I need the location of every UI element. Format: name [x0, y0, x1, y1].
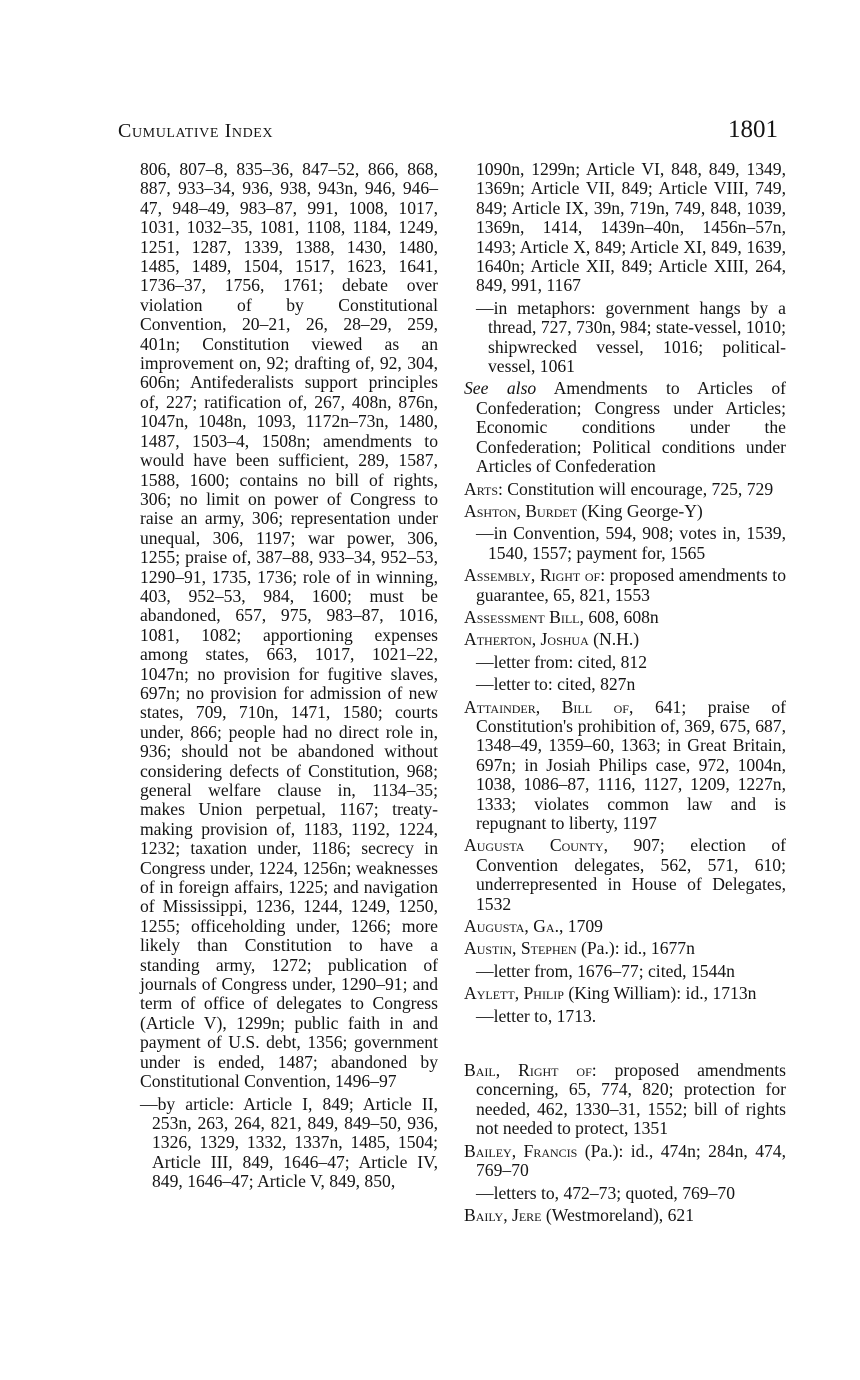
- index-entry-heading: Arts: [464, 478, 498, 499]
- index-entry-heading: Bail, Right of: [464, 1060, 592, 1081]
- index-entry-text: , 641; praise of Constitution's prohibition of, 369, 675, 687, 1348–49, 1359–60, 1363; in Great Britain, 697n; in Josiah Philips case, 972, 1004n, 1038, 1086–87, 1116, 1127, 1209, 1227n, 1333; violates common law and is repugnant to liberty, 1197: [476, 696, 786, 833]
- index-entry-text: : proposed amendments to guarantee, 65, 821, 1553: [476, 565, 786, 605]
- index-entry-text: (King George-Y): [577, 500, 703, 521]
- index-entry-heading: Atherton, Joshua: [464, 629, 589, 650]
- index-subentry: —in Convention, 594, 908; votes in, 1539, 1540, 1557; payment for, 1565: [476, 523, 786, 563]
- index-entry-text: : proposed amendments concerning, 65, 774, 820; protection for needed, 462, 1330–31, 1552; bill of rights not needed to protect, 1351: [476, 1060, 787, 1139]
- page-number: 1801: [728, 116, 778, 143]
- index-entry-text: (Pa.): id., 1677n: [576, 938, 695, 959]
- index-entry: [464, 984, 786, 1003]
- index-entry: [464, 1061, 786, 1139]
- index-entry: [464, 566, 786, 605]
- see-also-text: Amendments to Articles of Confederation; Congress under Articles; Economic conditions under the Confederation; Political conditions under Articles of Confederation: [476, 378, 786, 477]
- index-subentry-metaphors: —in metaphors: government hangs by a thread, 727, 730n, 984; state-vessel, 1010; shipwrecked vessel, 1016; political-vessel, 1061: [476, 297, 786, 377]
- index-entry-heading: Assembly, Right of: [464, 565, 601, 586]
- index-subentry: —letter from: cited, 812: [476, 651, 647, 672]
- index-entry: [464, 698, 786, 834]
- index-entry-heading: Augusta, Ga.: [464, 916, 559, 937]
- index-entry: [464, 608, 786, 627]
- index-subentry: —letter to, 1713.: [476, 1005, 597, 1026]
- see-also-label: See also: [464, 378, 537, 399]
- index-entry-text: , 1709: [558, 916, 603, 937]
- index-subentry-article-continuation: 1090n, 1299n; Article VI, 848, 849, 1349, 1369n; Article VII, 849; Article VIII, 749, 849; Article IX, 39n, 719n, 749, 848, 1039, 1369n, 1414, 1439n–40n, 1456n–57n, 1493; Article X, 849; Article XI, 849, 1639, 1640n; Article XII, 849; Article XIII, 264, 849, 991, 1167: [476, 159, 786, 296]
- index-subentry: —letter from, 1676–77; cited, 1544n: [476, 960, 735, 981]
- index-subentry: —letters to, 472–73; quoted, 769–70: [476, 1182, 735, 1203]
- index-entry-heading: Bailey, Francis: [464, 1140, 578, 1161]
- index-subentry-by-article: —by article: Article I, 849; Article II, 253n, 263, 264, 821, 849, 849–50, 936, 1326, 1329, 1332, 1337n, 1485, 1504; Article III, 849, 1646–47; Article IV, 849, 1646–47; Article V, 849, 850,: [140, 1093, 438, 1192]
- index-entry: [464, 1142, 786, 1181]
- index-column-right: [464, 160, 786, 1228]
- index-entry: [464, 939, 786, 958]
- index-entry-heading: Baily, Jere: [464, 1204, 542, 1225]
- index-entry: [464, 630, 786, 649]
- index-subentry: —letter to: cited, 827n: [476, 674, 636, 695]
- index-entry: [464, 836, 786, 914]
- index-entry-heading: Ashton, Burdet: [464, 500, 578, 521]
- index-entries-b: [464, 1061, 786, 1225]
- index-entry-heading: Austin, Stephen: [464, 938, 577, 959]
- index-entry-text: , 907; election of Convention delegates, 562, 571, 610; underrepresented in House of Delegates, 1532: [476, 835, 786, 914]
- index-entry-text: , 608, 608n: [579, 606, 659, 627]
- index-entry-heading: Aylett, Philip: [464, 983, 564, 1004]
- running-header-title: Cumulative Index: [118, 120, 274, 142]
- index-entry-heading: Assessment Bill: [464, 606, 580, 627]
- index-entry-heading: Attainder, Bill of: [464, 696, 629, 717]
- index-see-also: [464, 379, 786, 476]
- index-column-left: [128, 160, 438, 1195]
- index-entry: [464, 502, 786, 521]
- index-entry-text: (Westmoreland), 621: [541, 1204, 694, 1225]
- index-entry-continuation: 806, 807–8, 835–36, 847–52, 866, 868, 887, 933–34, 936, 938, 943n, 946, 946–47, 948–49, 983–87, 991, 1008, 1017, 1031, 1032–35, 1081, 1108, 1184, 1249, 1251, 1287, 1339, 1388, 1430, 1480, 1485, 1489, 1504, 1517, 1623, 1641, 1736–37, 1756, 1761; debate over violation of by Constitutional Convention, 20–21, 26, 28–29, 259, 401n; Constitution viewed as an improvement on, 92; drafting of, 92, 304, 606n; Antifederalists support principles of, 227; ratification of, 267, 408n, 876n, 1047n, 1048n, 1093, 1172n–73n, 1480, 1487, 1503–4, 1508n; amendments to would have been sufficient, 289, 1587, 1588, 1600; contains no bill of rights, 306; no limit on power of Congress to raise an army, 306; representation under unequal, 306, 1197; war power, 306, 1255; praise of, 387–88, 933–34, 952–53, 1290–91, 1735, 1736; role of in winning, 403, 952–53, 984, 1600; must be abandoned, 657, 975, 983–87, 1016, 1081, 1082; apportioning expenses among states, 663, 1017, 1021–22, 1047n; no provision for fugitive slaves, 697n; no provision for admission of new states, 709, 710n, 1471, 1580; courts under, 866; people had no direct role in, 936; should not be abandoned without considering defects of Constitution, 968; general welfare clause in, 1134–35; makes Union perpetual, 1167; treaty-making provision of, 1183, 1192, 1224, 1232; taxation under, 1186; secrecy in Congress under, 1224, 1256n; weaknesses of in foreign affairs, 1225; and navigation of Mississippi, 1236, 1244, 1249, 1250, 1255; officeholding under, 1266; more likely than Constitution to have a standing army, 1272; publication of journals of Congress under, 1290–91; and term of office of delegates to Congress (Article V), 1299n; public faith in and payment of U.S. debt, 1356; government under is ended, 1487; abandoned by Constitutional Convention, 1496–97: [140, 159, 438, 1092]
- index-entry-text: (Pa.): id., 474n; 284n, 474, 769–70: [476, 1140, 786, 1181]
- index-entry-text: (N.H.): [588, 629, 640, 650]
- index-entry-text: (King William): id., 1713n: [563, 983, 757, 1004]
- index-entry: [464, 480, 786, 499]
- index-entries-a: [464, 480, 786, 1027]
- index-entry-heading: Augusta County: [464, 835, 604, 856]
- index-entry: [464, 1206, 786, 1225]
- index-entry-text: : Constitution will encourage, 725, 729: [498, 478, 774, 499]
- index-entry: [464, 917, 786, 936]
